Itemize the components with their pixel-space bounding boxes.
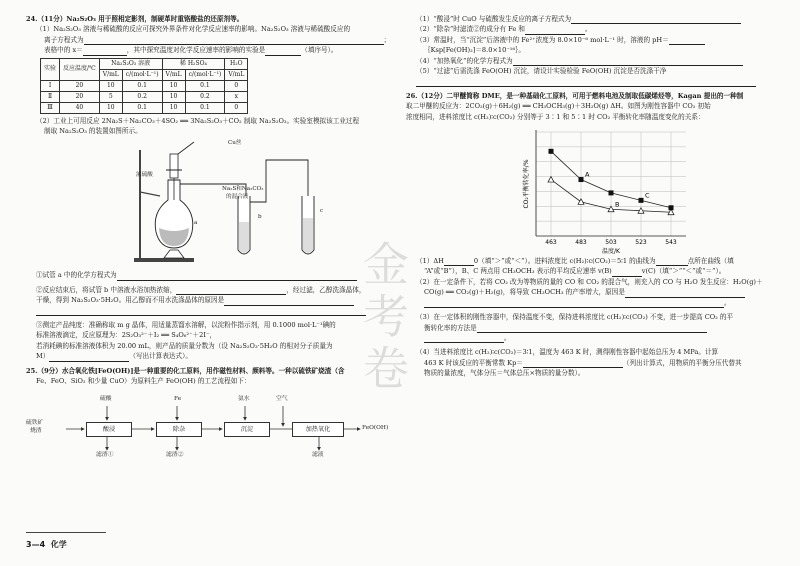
flow-residue-1: 滤渣① — [96, 451, 114, 458]
q24-s3a: ③测定产品纯度：准确称取 m g 晶体，用适量蒸馏水溶解，以淀粉作指示剂，用 0.1000 mol·L⁻¹碘的 — [36, 321, 336, 330]
answer-blank[interactable] — [117, 272, 357, 281]
table-cell: 0 — [225, 80, 248, 91]
table-cell: Ⅰ — [41, 80, 60, 91]
table-cell: 0.1 — [122, 102, 162, 113]
q26-p3c: 。 — [406, 333, 778, 343]
q26-p2c: 。 — [406, 298, 778, 308]
q24-p1cd: 表格中的 x＝ ，其中探究温度对化学反应速率的影响的实验是 （填序号）。 — [44, 46, 338, 55]
label-mix: Na₂S和Na₂CO₃ — [222, 186, 264, 193]
answer-blank[interactable] — [83, 47, 127, 56]
answer-blank[interactable] — [625, 289, 745, 298]
q25-head: 25.（9分）水合氧化铁[FeO(OH)]是一种重要的化工原料，用作磁性材料、颜料等。一种以硫铁矿烧渣（含 — [26, 366, 345, 375]
table-cell: 10 — [99, 102, 122, 113]
answer-blank[interactable] — [424, 334, 504, 343]
table-cell: Ⅱ — [41, 91, 60, 102]
table-header: Na₂S₂O₃ 溶液 — [99, 58, 162, 69]
table-cell: 20 — [60, 91, 100, 102]
dropping-funnel — [170, 154, 178, 178]
table-subheader: V/mL — [225, 69, 248, 80]
alcohol-lamp — [164, 250, 184, 258]
answer-blank[interactable] — [669, 36, 705, 45]
q24-s2c: 干燥，得到 Na₂S₂O₃·5H₂O。用乙醇而不用水洗涤晶体的原因是 — [26, 295, 398, 305]
flow-reagent-fe: Fe — [174, 395, 182, 402]
data-point — [549, 149, 554, 154]
q24-s3c: 若消耗碘的标准溶液体积为 20.00 mL，则产品的质量分数为（设 Na₂S₂O₃·5H₂O 的相对分子质量为 — [36, 341, 333, 350]
flow-step-precipitation: 沉淀 — [224, 422, 270, 437]
q26-head2: 取二甲醚的反应为：2CO₂(g)＋6H₂(g) ══ CH₃OCH₃(g)＋3H₂O(g) ΔH。如图为刚性容器中 CO₂ 初始 — [406, 102, 711, 111]
data-point — [548, 177, 554, 183]
q26-p4a: （4）当进料浓度比 c(H₂)∶c(CO₂)＝3∶1，温度为 463 K 时，测得刚性容器中起始总压为 4 MPa。计算 — [416, 348, 719, 357]
answer-blank[interactable] — [612, 268, 642, 277]
table-cell: Ⅲ — [41, 102, 60, 113]
label-cu: Cu丝 — [228, 140, 242, 147]
table-cell: 0.2 — [185, 91, 225, 102]
x-tick-label: 543 — [665, 239, 677, 247]
q26-head3: 浓度相同，进料浓度比 c(H₂)∶c(CO₂) 分别等于 3∶1 和 5∶1 时 CO₂ 平衡转化率随温度变化的关系： — [406, 112, 705, 121]
answer-blank[interactable] — [176, 286, 286, 295]
q25-head2: Fe、FeO、SiO₂ 和少量 CuO）为原料生产 FeO(OH) 的工艺流程如下： — [36, 377, 251, 386]
flow-residue-2: 滤渣② — [166, 451, 184, 458]
table-subheader: V/mL — [99, 69, 122, 80]
left-column — [26, 14, 398, 468]
q25-p3a: （3）常温时，当“沉淀”后溶液中的 Fe²⁺浓度为 8.0×10⁻⁶ mol·L⁻¹ 时，溶液的 pH＝ — [406, 35, 778, 45]
table-header: 稀 H₂SO₄ — [162, 58, 225, 69]
answer-blank[interactable] — [416, 78, 756, 87]
q24-s3d: M） （写出计算表达式）。 — [36, 352, 192, 361]
x-tick-label: 523 — [635, 239, 647, 247]
clamp — [140, 192, 160, 196]
flow-source-2: 烧渣 — [30, 427, 42, 434]
q24-p1a: （1）Na₂S₂O₃ 溶液与稀硫酸的反应可探究外界条件对化学反应速率的影响。Na₂S₂O₃ 溶液与稀硫酸反应的 — [36, 25, 351, 34]
answer-blank[interactable] — [523, 359, 623, 368]
label-acid: 浓硫酸 — [136, 172, 153, 179]
q25-p5-blank — [406, 76, 778, 86]
table-cell: 5 — [99, 91, 122, 102]
data-point — [639, 198, 644, 203]
table-row — [41, 102, 248, 113]
q26-p4b: 463 K 时该反应的平衡常数 Kp＝ （列出计算式，用物质的平衡分压代替其 — [424, 358, 742, 367]
label-mix2: 的混合液 — [226, 194, 249, 201]
q25-p2: （2）“除杂”时滤渣②的成分有 Fe 和 。 — [416, 25, 592, 34]
conversion-chart — [406, 124, 778, 254]
point-annotation: C — [645, 191, 650, 200]
process-flowchart — [26, 390, 398, 468]
q26-p2b: CO(g) ══ CO₂(g)＋H₂(g)，将导致 CH₃OCH₃ 的产率增大，原因是 — [406, 287, 778, 297]
answer-blank[interactable] — [525, 26, 585, 35]
q26-p4d: 物质的量浓度，气体分压＝气体总压×物质的量分数）。 — [424, 369, 585, 378]
table-cell: 10 — [162, 102, 185, 113]
data-point — [609, 190, 614, 195]
x-axis-label: 温度/K — [602, 248, 620, 255]
answer-blank[interactable] — [265, 47, 301, 56]
chart-svg — [496, 124, 696, 254]
table-cell: 0.1 — [185, 102, 225, 113]
q26-p1a: （1）ΔH 0（填“＞”或“＜”）。进料浓度比 c(H₂)∶c(CO₂)＝5∶1 的曲线为 点所在曲线（填 — [416, 257, 734, 266]
table-cell: 40 — [60, 102, 100, 113]
table-cell: 10 — [162, 91, 185, 102]
table-cell: 10 — [99, 80, 122, 91]
label-a: a — [194, 220, 198, 227]
flow-filtrate: 滤液 — [312, 451, 324, 458]
flow-step-acid-leach: 酸浸 — [86, 422, 132, 437]
q24-s2d — [26, 306, 398, 316]
experiment-table — [40, 58, 248, 114]
flow-reagent-air: 空气 — [276, 395, 288, 402]
table-row — [41, 91, 248, 102]
flow-step-impurity-removal: 除杂 — [156, 422, 202, 437]
x-tick-label: 503 — [605, 239, 617, 247]
page-number: 3—4 — [26, 540, 46, 549]
table-header: 反应温度/℃ — [60, 58, 100, 80]
q26-p3b: 衡转化率的方法是 — [406, 323, 778, 333]
answer-blank[interactable] — [656, 257, 688, 266]
q26-p1d: “A”或“B”），B、C 两点用 CH₃OCH₃ 表示的平均反应速率 v(B) v(C)（填“＞”“＜”或“＝”）。 — [424, 267, 726, 276]
q25-p5: （5）“过滤”后需洗涤 FeO(OH) 沉淀，请设计实验检验 FeO(OH) 沉淀是否洗涤干净 — [416, 67, 667, 76]
answer-blank[interactable] — [36, 307, 366, 316]
flow-source: 硫铁矿 — [26, 419, 44, 426]
table-cell: 0 — [225, 102, 248, 113]
apparatus-diagram — [26, 140, 398, 268]
page-footer — [26, 539, 67, 550]
point-annotation: B — [615, 200, 620, 209]
delivery-tube-2 — [250, 160, 308, 240]
answer-blank[interactable] — [444, 257, 474, 266]
label-b: b — [258, 214, 262, 221]
table-subheader: c/(mol·L⁻¹) — [185, 69, 225, 80]
cu-wire — [178, 142, 194, 154]
answer-blank[interactable] — [424, 299, 724, 308]
q24-s2a: ②反应结束后，将试管 b 中溶液水浴加热浓缩， ，经过滤，乙醇洗涤晶体， — [36, 285, 366, 294]
answer-blank[interactable] — [477, 324, 707, 333]
flow-step-heat-oxidation: 加热氧化 — [292, 422, 344, 437]
data-point — [578, 199, 584, 205]
tube-b-liquid — [239, 222, 249, 253]
x-tick-label: 483 — [575, 239, 587, 247]
label-c: c — [320, 208, 324, 215]
subject-label: 化学 — [50, 540, 67, 549]
answer-blank[interactable] — [84, 36, 384, 45]
q26-p3a: （3）在一定体积的刚性容器中，保持温度不变，保持进料浓度比 c(H₂)∶c(CO₂) 不变，进一步提高 CO₂ 的平 — [416, 313, 734, 322]
table-cell: 0.1 — [185, 80, 225, 91]
table-subheader: c/(mol·L⁻¹) — [122, 69, 162, 80]
answer-blank[interactable] — [513, 57, 743, 66]
flow-reagent-acid: 硫酸 — [100, 395, 112, 402]
answer-blank[interactable] — [49, 353, 129, 362]
footer-rule — [26, 532, 106, 533]
x-tick-label: 463 — [545, 239, 557, 247]
table-row — [41, 80, 248, 91]
q24-p2a: （2）工业上可用反应 2Na₂S＋Na₂CO₃＋4SO₂ ══ 3Na₂S₂O₃＋CO₂ 制取 Na₂S₂O₃。实验室模拟该工业过程 — [36, 116, 360, 125]
q24-s1: ①试管 a 中的化学方程式为 — [26, 270, 398, 280]
table-cell: 0.1 — [122, 80, 162, 91]
table-cell: 20 — [60, 80, 100, 91]
q24-p1b: 离子方程式为 ； — [44, 35, 391, 44]
y-axis-label: CO₂平衡转化率/% — [523, 159, 530, 209]
point-annotation: A — [585, 170, 590, 179]
apparatus-svg — [126, 140, 326, 268]
watermark: 金考卷 — [356, 240, 410, 396]
flow-product: FeO(OH) — [362, 424, 389, 431]
q26-head: 26.（12分）二甲醚简称 DME，是一种基础化工原料，可用于燃料电池及制取低碳烯烃等，Kagan 提出的一种制 — [406, 91, 744, 100]
table-header: H₂O — [225, 58, 248, 69]
answer-blank[interactable] — [571, 15, 741, 24]
q25-p4: （4）“加热氧化”的化学方程式为 — [406, 56, 778, 66]
q24-s3b: 标准溶液滴定，反应原理为：2S₂O₃²⁻＋I₂ ══ S₄O₆²⁻＋2I⁻， — [36, 331, 217, 340]
flow-reagent-ammonia: 氨水 — [238, 395, 250, 402]
stand-base — [134, 258, 194, 262]
right-column — [406, 14, 778, 379]
data-point — [579, 177, 584, 182]
table-subheader: V/mL — [162, 69, 185, 80]
table-cell: 0.2 — [122, 91, 162, 102]
q25-p3b: ｛Ksp[Fe(OH)₂]＝8.0×10⁻¹⁶｝。 — [424, 46, 525, 55]
q24-head: 24.（11分）Na₂S₂O₃ 用于照相定影剂，制硬革时重铬酸盐的还原剂等。 — [26, 15, 244, 23]
table-cell: 10 — [162, 80, 185, 91]
q26-p2a: （2）在一定条件下，若将 CO₂ 改为等物质的量的 CO 和 CO₂ 的混合气，则充入的 CO 与 H₂O 发生反应：H₂O(g)＋ — [416, 277, 763, 286]
table-cell: x — [225, 91, 248, 102]
tube-c-liquid — [303, 218, 313, 253]
q25-p1: （1）“酸浸”时 CuO 与硫酸发生反应的离子方程式为 — [406, 14, 778, 24]
answer-blank[interactable] — [224, 297, 354, 306]
table-header: 实验 — [41, 58, 60, 80]
q24-p2b: 制取 Na₂S₂O₃ 的装置如图所示。 — [44, 127, 142, 136]
